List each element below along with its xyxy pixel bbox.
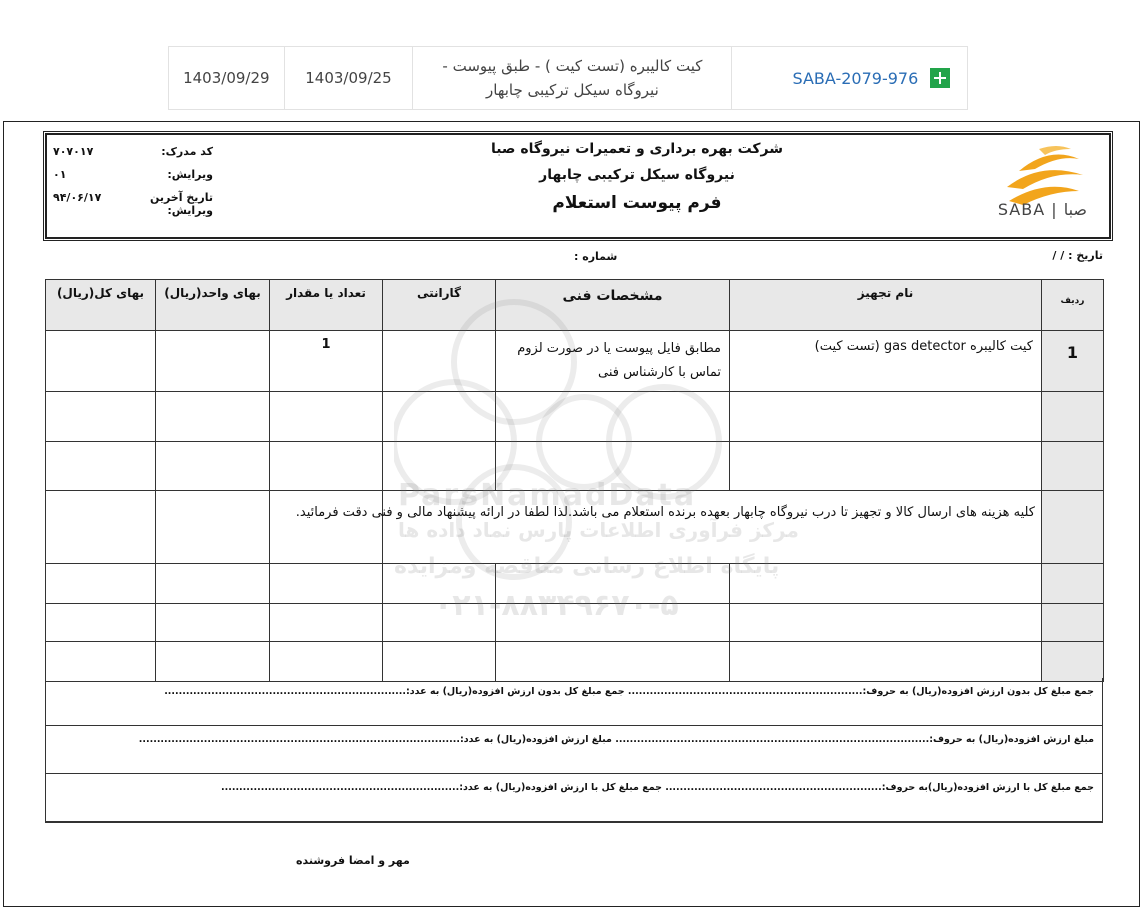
doc-code-label: کد مدرک:	[161, 145, 213, 158]
item-name: کیت کالیبره gas detector (تست کیت)	[730, 331, 1042, 392]
table-row	[46, 331, 1104, 392]
date-label: تاریخ :	[1068, 249, 1103, 262]
logo-wordmark: SABA | صبا	[997, 200, 1087, 219]
tender-title[interactable]: کیت کالیبره (تست کیت ) - طبق پیوست - نیروگاه سیکل ترکیبی چابهار	[413, 47, 732, 109]
publish-date: 1403/09/25	[285, 47, 414, 109]
number-field	[574, 250, 617, 263]
tender-code-cell	[732, 47, 967, 109]
totals-section	[45, 678, 1103, 823]
seller-seal-label: مهر و امضا فروشنده	[296, 854, 410, 867]
revision-label: ویرایش:	[167, 168, 213, 181]
item-total-price	[46, 331, 156, 392]
total-without-vat: جمع مبلغ کل بدون ارزش افزوده(ریال) به حروف:................................................................. جمع مبلغ کل بدون ارزش افزوده(ریال) به عدد:...................................................................	[46, 678, 1102, 726]
watermark-line-2: پایگاه اطلاع رسانی مناقصه ومزایده	[394, 554, 780, 579]
row-number: 1	[1042, 331, 1104, 392]
total-with-vat: جمع مبلغ کل با ارزش افزوده(ریال)به حروف:............................................................ جمع مبلغ کل با ارزش افزوده(ریال) به عدد:..................................................................	[46, 774, 1102, 822]
deadline-date: 1403/09/29	[169, 47, 285, 109]
watermark-phone: ۰۲۱-۸۸۳۴۹۶۷۰-۵	[434, 588, 679, 623]
table-row-note	[46, 491, 1104, 564]
watermark-brand: ParsNamadData	[398, 478, 697, 513]
col-item-header: نام تجهیز	[730, 280, 1042, 331]
col-unit-price-header: بهای واحد(ریال)	[156, 280, 270, 331]
company-name: شرکت بهره برداری و تعمیرات نیروگاه صبا	[490, 141, 784, 157]
col-spec-header: مشخصات فنی	[496, 280, 730, 331]
inquiry-form-document	[3, 121, 1140, 907]
table-row	[46, 392, 1104, 442]
form-title-block	[447, 141, 827, 213]
col-warranty-header: گارانتی	[383, 280, 496, 331]
date-value: / /	[1052, 249, 1065, 262]
table-row	[46, 604, 1104, 642]
table-row	[46, 442, 1104, 491]
col-total-price-header: بهای کل(ریال)	[46, 280, 156, 331]
item-qty: 1	[270, 331, 383, 392]
item-unit-price	[156, 331, 270, 392]
form-header	[45, 133, 1111, 239]
item-warranty	[383, 331, 496, 392]
plus-icon[interactable]	[930, 68, 950, 88]
document-meta	[53, 145, 213, 217]
table-row	[46, 564, 1104, 604]
shipping-note: کلیه هزینه های ارسال کالا و تجهیز تا درب نیروگاه چابهار بعهده برنده استعلام می باشد.لذا لطفا در ارائه پیشنهاد مالی و فنی دقت فرمائید.	[383, 491, 1042, 564]
table-row	[46, 642, 1104, 682]
col-row-header: ردیف	[1042, 280, 1104, 331]
doc-code-value: ۷۰۷۰۱۷	[53, 145, 94, 158]
last-edit-value: ۹۴/۰۶/۱۷	[53, 191, 102, 204]
plant-name: نیروگاه سیکل ترکیبی چابهار	[539, 167, 735, 183]
last-edit-label: تاریخ آخرین ویرایش:	[149, 191, 213, 217]
watermark-line-1: مرکز فرآوری اطلاعات پارس نماد داده ها	[398, 518, 799, 542]
date-field	[1052, 249, 1103, 262]
tender-code-link[interactable]: SABA-2079-976	[792, 68, 919, 88]
number-label: شماره :	[574, 250, 618, 263]
items-table	[45, 279, 1104, 682]
revision-value: ۰۱	[53, 168, 67, 181]
col-qty-header: تعداد یا مقدار	[270, 280, 383, 331]
tender-listing-row[interactable]	[168, 46, 968, 110]
form-title: فرم پیوست استعلام	[552, 193, 722, 213]
table-header-row	[46, 280, 1104, 331]
item-spec: مطابق فایل پیوست یا در صورت لزوم تماس با کارشناس فنی	[496, 331, 730, 392]
vat-amount: مبلغ ارزش افزوده(ریال) به حروف:....................................................................................... مبلغ ارزش افزوده(ریال) به عدد:.........................................................................................	[46, 726, 1102, 774]
saba-logo	[979, 141, 1099, 229]
